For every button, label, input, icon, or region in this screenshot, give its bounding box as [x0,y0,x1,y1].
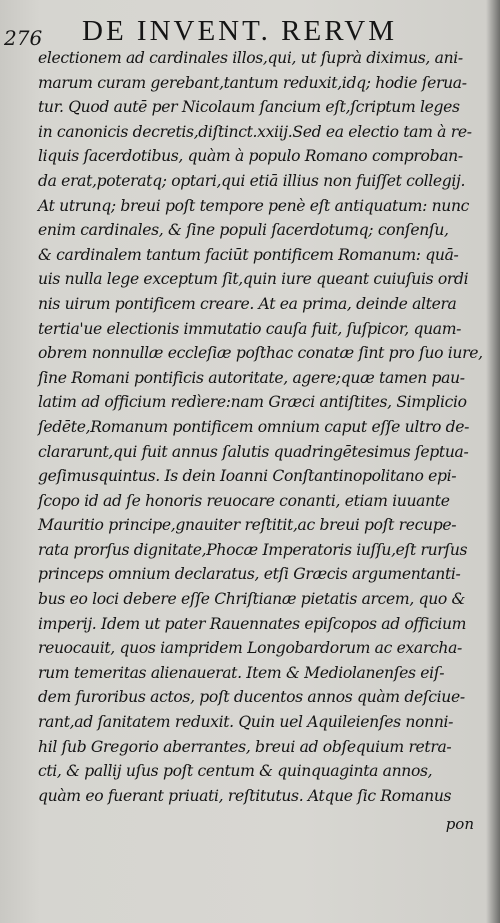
text-line: nis uirum pontificem creare. At ea prima, deinde altera [38,294,457,313]
catchword: pon [445,815,474,833]
text-line: imperij. Idem ut pater Rauennates epiſcopos ad officium [38,614,467,633]
text-line: bus eo loci debere eſſe Chriſtianæ pietatis arcem, quo & [38,590,466,609]
body-text [38,46,490,808]
text-line: reuocauit, quos iampridem Longobardorum ac exarcha- [38,639,462,658]
text-line: Mauritio principe,gnauiter reſtitit,ac breui poſt recupe- [38,516,457,535]
text-line: tertia'ue electionis immutatio cauſa fuit, ſuſpicor, quam- [38,319,462,338]
gutter-shadow [486,0,500,923]
text-line: quàm eo fuerant priuati, reſtitutus. Atque ſic Romanus [38,786,452,805]
text-line: liquis ſacerdotibus, quàm à populo Romano comproban- [38,147,463,166]
text-line: rum temeritas alienauerat. Item & Mediolanenſes eiſ- [38,663,445,682]
text-line: uis nulla lege exceptum ſit,quin iure queant cuiuſuis ordi [38,270,469,289]
text-line: At utrunq; breui poſt tempore penè eſt antiquatum: nunc [38,196,470,215]
text-line: rata prorſus dignitate,Phocæ Imperatoris iuſſu,eſt rurſus [38,540,468,559]
running-head: DE INVENT. RERVM [82,15,397,47]
text-line: marum curam gerebant,tantum reduxit,idq; hodie ſerua- [38,73,467,92]
text-line: cti, & pallij uſus poſt centum & quinquaginta annos, [38,762,433,781]
text-line: & cardinalem tantum faciūt pontificem Romanum: quā- [38,245,459,264]
text-line: enim cardinales, & ſine populi ſacerdotumq; conſenſu, [38,221,449,240]
text-line: rant,ad ſanitatem reduxit. Quin uel Aquileienſes nonni- [38,713,454,732]
text-line: ſcopo id ad ſe honoris reuocare conanti, etiam iuuante [38,491,450,510]
text-line: electionem ad cardinales illos,qui, ut ſuprà diximus, ani- [38,49,463,67]
text-line: ſine Romani pontificis autoritate, agere;quæ tamen pau- [38,368,465,387]
text-line: geſimusquintus. Is dein Ioanni Conſtantinopolitano epi- [38,467,457,486]
text-line: princeps omnium declaratus, etſi Græcis argumentanti- [38,565,461,584]
page-header [0,12,500,50]
text-line: clararunt,qui fuit annus ſalutis quadringētesimus ſeptua- [38,442,469,461]
text-line: da erat,poteratq; optari,qui etiā illius non fuiſſet collegij. [38,171,466,190]
text-line: dem furoribus actos, poſt ducentos annos quàm deſciue- [38,688,465,707]
text-line: in canonicis decretis,diſtinct.xxiij.Sed ea electio tam à re- [38,122,472,141]
text-line: ſedēte,Romanum pontificem omnium caput eſſe ultro de- [38,417,470,436]
text-line: latim ad officium redìere:nam Græci antiſtites, Simplicio [38,393,467,412]
text-line: obrem nonnullæ eccleſiæ poſthac conatæ ſint pro ſuo iure, [38,344,483,363]
text-line: hil ſub Gregorio aberrantes, breui ad obſequium retra- [38,737,452,756]
text-line: tur. Quod autē per Nicolaum ſancium eſt,ſcriptum leges [38,98,460,117]
page-number: 276 [4,26,43,50]
